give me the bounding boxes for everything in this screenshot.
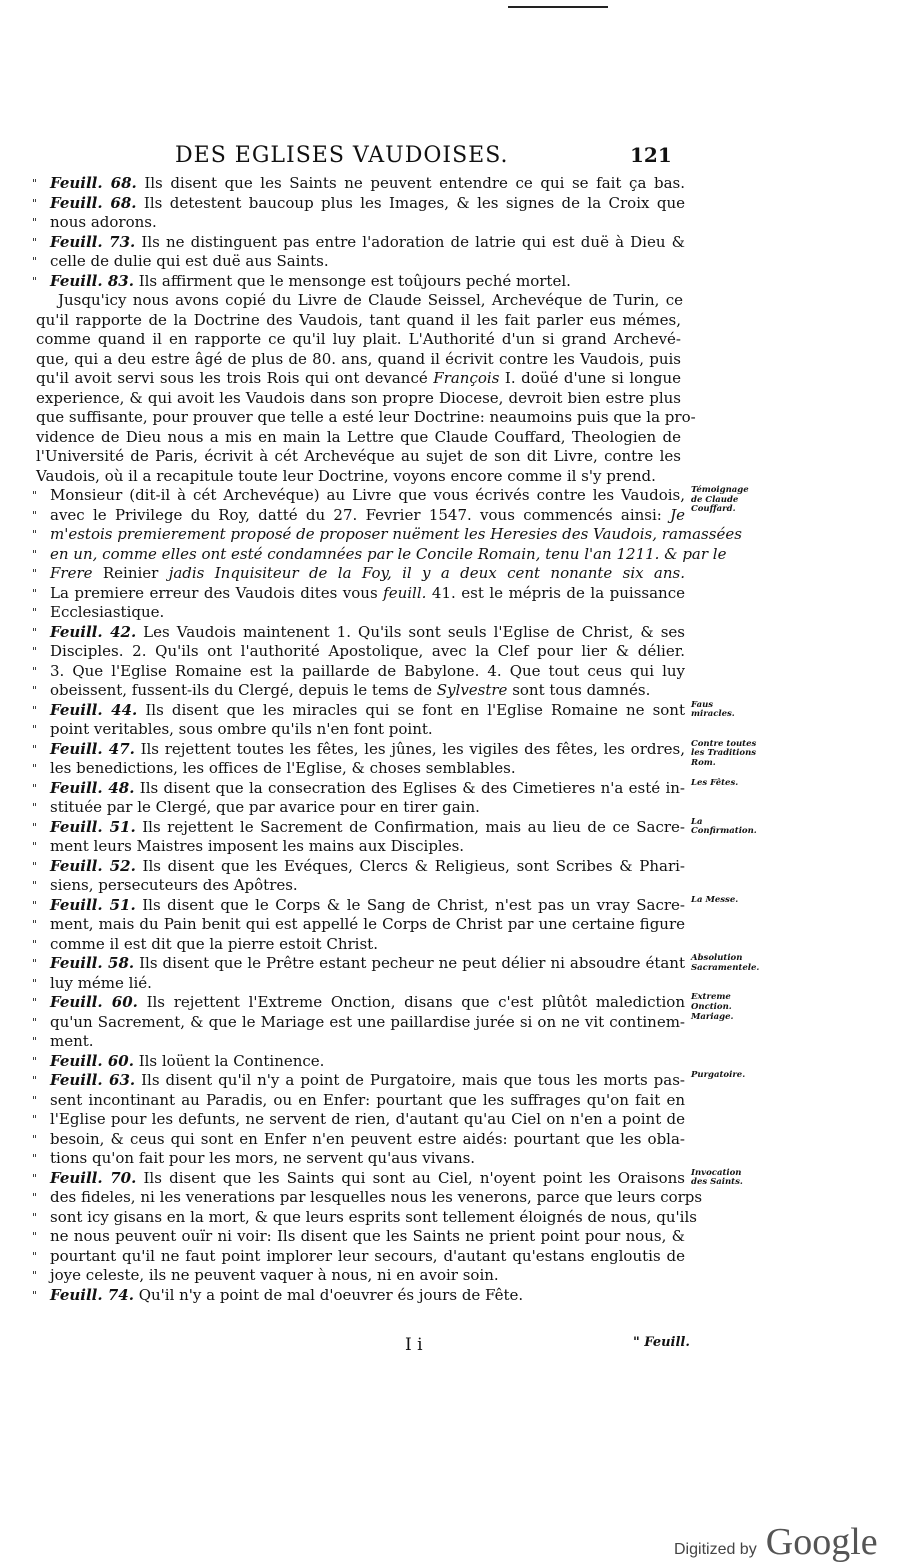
line-text [36, 350, 681, 370]
line-segment: Ils disent que les Saints ne peuvent entendre ce qui se fait ça bas. [136, 174, 685, 192]
quote-mark: " [32, 957, 38, 970]
text-line [0, 428, 919, 448]
quote-mark: " [32, 1210, 38, 1224]
text-line [0, 681, 919, 701]
margin-note: Faus miracles. [691, 699, 735, 719]
text-line [0, 935, 919, 955]
italic-text: m'estois premierement proposé de proposer nuëment les Heresies des Vaudois, ramassées [50, 525, 742, 543]
line-segment: Ils disent que le Corps & le Sang de Christ, n'est pas un vray Sacre- [135, 895, 685, 914]
line-segment: Ils disent que les miracles qui se font en l'Eglise Romaine ne sont [137, 700, 686, 719]
quote-mark: " [32, 216, 38, 229]
quote-mark: " [32, 1230, 38, 1243]
text-line [0, 915, 919, 935]
line-text [50, 1071, 685, 1091]
line-text [50, 213, 157, 233]
quote-mark: " [32, 820, 38, 834]
text-line [0, 1071, 919, 1091]
line-text [50, 740, 685, 760]
text-line [0, 720, 919, 740]
folio-reference: Feuill. 52. [50, 856, 136, 875]
text-line [0, 584, 919, 604]
line-segment: luy méme lié. [50, 973, 152, 992]
folio-reference: Feuill. 68. [50, 193, 137, 212]
quote-mark: " [32, 528, 38, 541]
italic-text: Je [670, 505, 685, 524]
quote-mark: " [32, 762, 38, 775]
line-text [36, 369, 681, 389]
line-text [36, 447, 681, 467]
margin-note: Invocation des Saints. [691, 1167, 743, 1187]
quote-mark: " [32, 840, 38, 853]
quote-mark: " [32, 625, 38, 639]
quote-mark: " [32, 879, 38, 892]
line-text [50, 1207, 697, 1228]
line-text [50, 506, 685, 526]
text-line [0, 194, 919, 214]
line-text [50, 779, 685, 799]
line-segment: experience, & qui avoit les Vaudois dans son propre Diocese, devroit bien estre plus [36, 388, 681, 407]
italic-text: Sylvestre [436, 681, 508, 699]
line-text [50, 993, 685, 1013]
line-text [50, 837, 464, 857]
line-text [50, 642, 685, 662]
line-text [50, 798, 480, 818]
margin-note: Contre toutes les Traditions Rom. [691, 738, 757, 768]
line-segment: que, qui a deu estre âgé de plus de 80. ans, quand il écrivit contre les Vaudois, puis [36, 349, 681, 368]
quote-mark: " [32, 976, 38, 990]
text-line [0, 350, 919, 370]
folio-reference: Feuill. 47. [50, 739, 135, 758]
line-segment: 41. est le mépris de la puissance [426, 583, 685, 602]
line-segment: Ils loüent la Continence. [133, 1051, 325, 1070]
text-line [0, 311, 919, 331]
quote-mark: " [32, 937, 38, 951]
text-line [0, 701, 919, 721]
line-text [50, 662, 685, 682]
quote-mark: " [32, 645, 38, 658]
folio-reference: Feuill. 44. [50, 700, 138, 719]
line-segment: point veritables, sous ombre qu'ils n'en font point. [50, 720, 433, 738]
folio-reference: Feuill. 73. [50, 232, 136, 251]
quote-mark: " [32, 723, 38, 736]
text-line [0, 1208, 919, 1228]
line-text [50, 1013, 685, 1033]
page-header [0, 143, 919, 173]
text-line [0, 467, 919, 487]
quote-mark: " [32, 567, 38, 580]
text-line [0, 896, 919, 916]
line-segment: Ils disent que les Evéques, Clercs & Religieus, sont Scribes & Phari- [135, 856, 686, 875]
quote-mark: " [32, 177, 38, 190]
line-text [36, 330, 681, 350]
line-text [50, 194, 685, 214]
line-segment: Ils disent que les Saints qui sont au Ciel, n'oyent point les Oraisons [136, 1168, 685, 1187]
text-line [0, 1032, 919, 1052]
quote-mark: " [32, 1249, 38, 1263]
line-segment: ment, mais du Pain benit qui est appellé le Corps de Christ par une certaine figure [50, 915, 685, 933]
line-text [36, 389, 681, 409]
line-segment: l'Université de Paris, écrivit à cét Archevéque au sujet de son dit Livre, contre les [36, 447, 681, 465]
text-line [0, 545, 919, 565]
quote-mark: " [32, 703, 38, 717]
line-text [50, 1286, 523, 1306]
scan-edge-mark [508, 0, 608, 8]
line-segment: sont icy gisans en la mort, & que leurs esprits sont tellement éloignés de nous, qu'ils [50, 1207, 697, 1226]
quote-mark: " [32, 586, 38, 600]
text-line [0, 876, 919, 896]
line-text [50, 252, 329, 272]
folio-reference: Feuill. 68. [50, 174, 137, 192]
line-segment: Ils disent que le Prêtre estant pecheur ne peut délier ni absoudre étant [134, 954, 685, 972]
text-line [0, 642, 919, 662]
line-segment: 3. Que l'Eglise Romaine est la paillarde de Babylone. 4. Que tout ceus qui luy [50, 661, 685, 680]
line-segment: qu'il rapporte de la Doctrine des Vaudois, tant quand il les fait parler eus mémes, [36, 310, 681, 329]
line-text [36, 467, 656, 487]
margin-note: Les Fêtes. [691, 777, 739, 788]
text-line [0, 1149, 919, 1169]
line-segment: sont tous damnés. [507, 681, 651, 699]
text-line [0, 1091, 919, 1111]
quote-mark: " [32, 1191, 38, 1204]
quote-mark: " [32, 898, 38, 912]
margin-note: Témoignage de Claude Couffard. [691, 485, 749, 514]
line-text [50, 584, 685, 604]
line-text [50, 1110, 685, 1130]
text-line [0, 603, 919, 623]
line-segment: Monsieur (dit-il à cét Archevéque) au Livre que vous écrivés contre les Vaudois, [50, 486, 685, 504]
line-segment: Ils detestent baucoup plus les Images, & les signes de la Croix que [136, 193, 685, 212]
line-text [50, 818, 685, 838]
folio-reference: Feuill. 51. [50, 817, 136, 836]
line-text [50, 720, 433, 740]
line-segment: Jusqu'icy nous avons copié du Livre de Claude Seissel, Archevéque de Turin, ce [58, 291, 683, 309]
folio-reference: Feuill. 48. [50, 778, 135, 797]
line-text [36, 311, 681, 331]
quote-mark: " [32, 996, 38, 1009]
quote-mark: " [32, 801, 38, 814]
quote-mark: " [32, 1269, 38, 1282]
quote-mark: " [32, 781, 38, 795]
line-text [50, 857, 685, 877]
text-line [0, 447, 919, 467]
text-line [0, 408, 919, 428]
page-body [0, 174, 919, 1305]
line-segment: Les Vaudois maintenent 1. Qu'ils sont seuls l'Eglise de Christ, & ses [136, 622, 686, 641]
line-segment: tions qu'on fait pour les mors, ne servent qu'aus vivans. [50, 1149, 476, 1167]
line-segment: vidence de Dieu nous a mis en main la Lettre que Claude Couffard, Theologien de [36, 427, 681, 446]
folio-reference: Feuill. 70. [50, 1168, 137, 1187]
line-text [50, 233, 685, 253]
quote-mark: " [32, 274, 38, 288]
quote-mark: " [32, 918, 38, 931]
quote-mark: " [32, 196, 38, 210]
text-line [0, 485, 919, 514]
line-segment: obeissent, fussent-ils du Clergé, depuis le tems de [50, 681, 437, 699]
folio-reference: Feuill. 63. [50, 1071, 136, 1089]
line-segment: sent incontinant au Paradis, ou en Enfer: pourtant que les suffrages qu'on fait en [50, 1090, 685, 1109]
line-text [50, 954, 685, 974]
line-segment: que suffisante, pour prouver que telle a esté leur Doctrine: neaumoins puis que la pro- [36, 408, 696, 426]
text-line [0, 291, 919, 311]
line-segment: Ils disent que la consecration des Eglises & des Cimetieres n'a esté in- [134, 778, 685, 797]
italic-text: Frere [50, 564, 103, 582]
line-text [58, 291, 683, 311]
line-segment: I. doüé d'une si longue [499, 369, 681, 387]
text-line [0, 974, 919, 994]
folio-reference: Feuill. 60. [50, 993, 138, 1011]
text-line [0, 525, 919, 545]
line-segment: Ils affirment que le mensonge est toûjours peché mortel. [133, 271, 571, 290]
line-segment: Disciples. 2. Qu'ils ont l'authorité Apostolique, avec la Clef pour lier & délier. [50, 642, 685, 660]
line-text [36, 408, 696, 428]
line-text [50, 1227, 685, 1247]
line-segment: siens, persecuteurs des Apôtres. [50, 876, 298, 894]
quote-mark: " [32, 489, 38, 502]
folio-reference: Feuill. 83. [50, 271, 134, 290]
quote-mark: " [32, 742, 38, 756]
line-segment: Reinier [102, 564, 159, 582]
line-segment: les benedictions, les offices de l'Eglise, & choses semblables. [50, 759, 516, 777]
line-text [50, 1188, 703, 1208]
quote-mark: " [32, 1054, 38, 1068]
line-segment: Ils rejettent l'Extreme Onction, disans que c'est plûtôt malediction [137, 993, 685, 1011]
text-line [0, 1169, 919, 1189]
text-line [0, 1013, 919, 1033]
line-text [50, 272, 571, 292]
line-text [50, 896, 685, 916]
text-line [0, 330, 919, 350]
line-segment: Qu'il n'y a point de mal d'oeuvrer és jours de Fête. [133, 1285, 524, 1304]
line-text [50, 1149, 475, 1169]
margin-note: Extreme Onction. [691, 992, 732, 1012]
quote-mark: " [32, 1035, 38, 1048]
line-segment: ne nous peuvent ouïr ni voir: Ils disent que les Saints ne prient point pour nous, & [50, 1227, 685, 1245]
quote-mark: " [32, 606, 38, 619]
quote-mark: " [32, 1171, 38, 1185]
line-text [50, 603, 164, 623]
folio-reference: Feuill. 42. [50, 622, 137, 641]
line-text [50, 486, 685, 506]
line-segment: comme il est dit que la pierre estoit Christ. [50, 934, 378, 953]
line-text [50, 974, 152, 994]
quote-mark: " [32, 859, 38, 873]
text-line [0, 252, 919, 272]
margin-note: Purgatoire. [691, 1070, 746, 1080]
line-text [50, 1130, 685, 1150]
google-logo: Google [765, 1521, 878, 1563]
text-line [0, 857, 919, 877]
line-text [50, 759, 516, 779]
line-segment: Ils disent qu'il n'y a point de Purgatoire, mais que tous les morts pas- [135, 1071, 685, 1089]
line-segment: qu'il avoit servi sous les trois Rois qui ont devancé [36, 369, 434, 387]
line-text [36, 428, 681, 448]
margin-note: La Confirmation. [691, 816, 757, 836]
text-line [0, 272, 919, 292]
line-segment: Ils rejettent le Sacrement de Confirmation, mais au lieu de ce Sacre- [135, 817, 685, 836]
digitized-watermark [674, 1520, 878, 1564]
text-line [0, 779, 919, 799]
line-text [50, 876, 298, 896]
quote-mark: " [32, 1015, 38, 1029]
line-text [50, 564, 685, 584]
line-text [50, 1091, 685, 1111]
line-segment: des fideles, ni les venerations par lesquelles nous les venerons, parce que leurs corps [50, 1188, 703, 1206]
italic-text: François [433, 369, 500, 387]
line-segment: celle de dulie qui est duë aus Saints. [50, 252, 329, 270]
line-text [50, 681, 650, 701]
line-segment: besoin, & ceus qui sont en Enfer n'en peuvent estre aidés: pourtant que les obla- [50, 1129, 685, 1148]
line-segment: l'Eglise pour les defunts, ne servent de rien, d'autant qu'au Ciel on n'en a point de [50, 1110, 685, 1128]
text-line [0, 1247, 919, 1267]
text-line [0, 837, 919, 857]
italic-text: jadis Inquisiteur de la Foy, il y a deux cent nonante six ans. [158, 564, 685, 582]
folio-reference: Feuill. 74. [50, 1285, 134, 1304]
text-line [0, 506, 919, 526]
line-text [50, 623, 685, 643]
line-segment: stituée par le Clergé, que par avarice pour en tirer gain. [50, 798, 480, 816]
line-text [50, 1052, 324, 1072]
line-segment: Ils rejettent toutes les fêtes, les jûnes, les vigiles des fêtes, les ordres, [134, 739, 685, 758]
quote-mark: " [32, 1288, 38, 1302]
italic-text: en un, comme elles ont esté condamnées par le Concile Romain, tenu l'an 1211. & par le [50, 544, 727, 563]
line-text [50, 525, 742, 545]
text-line [0, 1227, 919, 1247]
text-line [0, 369, 919, 389]
text-line [0, 1052, 919, 1072]
text-line [0, 1188, 919, 1208]
quote-mark: " [32, 1074, 38, 1087]
quote-mark: " [32, 235, 38, 249]
catchword: " Feuill. [633, 1335, 690, 1350]
line-text [50, 1247, 685, 1267]
line-text [50, 174, 685, 194]
text-line [0, 1110, 919, 1130]
quote-mark: " [32, 1093, 38, 1107]
text-line [0, 1130, 919, 1150]
line-segment: joye celeste, ils ne peuvent vaquer à nous, ni en avoir soin. [50, 1266, 499, 1284]
quote-mark: " [32, 508, 38, 522]
text-line [0, 993, 919, 1013]
text-line [0, 233, 919, 253]
line-text [50, 1032, 94, 1052]
text-line [0, 759, 919, 779]
margin-note: Mariage. [691, 1011, 734, 1022]
line-segment: Vaudois, où il a recapitule toute leur Doctrine, voyons encore comme il s'y prend. [36, 466, 656, 485]
digitized-by-label: Digitized by [674, 1541, 757, 1558]
italic-text: feuill. [383, 583, 427, 602]
line-text [50, 915, 685, 935]
quote-mark: " [32, 255, 38, 268]
folio-reference: Feuill. 58. [50, 954, 135, 972]
margin-note: La Messe. [691, 894, 739, 905]
text-line [0, 389, 919, 409]
quote-mark: " [32, 684, 38, 697]
page-number: 121 [630, 143, 672, 167]
quote-mark: " [32, 664, 38, 678]
line-segment: La premiere erreur des Vaudois dites vous [50, 583, 384, 602]
quote-mark: " [32, 1152, 38, 1165]
line-text [50, 701, 685, 721]
text-line [0, 662, 919, 682]
line-segment: Ils ne distinguent pas entre l'adoration de latrie qui est duë à Dieu & [135, 232, 685, 251]
running-title: DES EGLISES VAUDOISES. [175, 143, 509, 168]
line-text [50, 1169, 685, 1189]
line-text [50, 1266, 499, 1286]
quote-mark: " [32, 1132, 38, 1146]
quote-mark: " [32, 547, 38, 561]
text-line [0, 798, 919, 818]
text-line [0, 623, 919, 643]
quote-mark: " [32, 1113, 38, 1126]
text-line [0, 174, 919, 194]
text-line [0, 1266, 919, 1286]
folio-reference: Feuill. 60. [50, 1051, 134, 1070]
line-text [50, 935, 378, 955]
line-segment: nous adorons. [50, 213, 157, 231]
line-segment: pourtant qu'il ne faut point implorer leur secours, d'autant qu'estans engloutis de [50, 1246, 685, 1265]
line-segment: ment leurs Maistres imposent les mains aux Disciples. [50, 837, 465, 855]
line-segment: avec le Privilege du Roy, datté du 27. Fevrier 1547. vous commencés ainsi: [50, 505, 671, 524]
text-line [0, 1286, 919, 1306]
folio-reference: Feuill. 51. [50, 895, 136, 914]
line-segment: qu'un Sacrement, & que le Mariage est une paillardise jurée si on ne vit continem- [50, 1012, 685, 1031]
text-line [0, 213, 919, 233]
text-line [0, 564, 919, 584]
line-text [50, 544, 727, 565]
text-line [0, 818, 919, 838]
line-segment: comme quand il en rapporte ce qu'il luy plait. L'Authorité d'un si grand Archevé- [36, 330, 681, 348]
line-segment: Ecclesiastique. [50, 603, 165, 621]
line-segment: ment. [50, 1032, 94, 1050]
text-line [0, 954, 919, 974]
signature-mark: I i [405, 1335, 423, 1355]
margin-note: Absolution Sacramentele. [691, 953, 760, 973]
